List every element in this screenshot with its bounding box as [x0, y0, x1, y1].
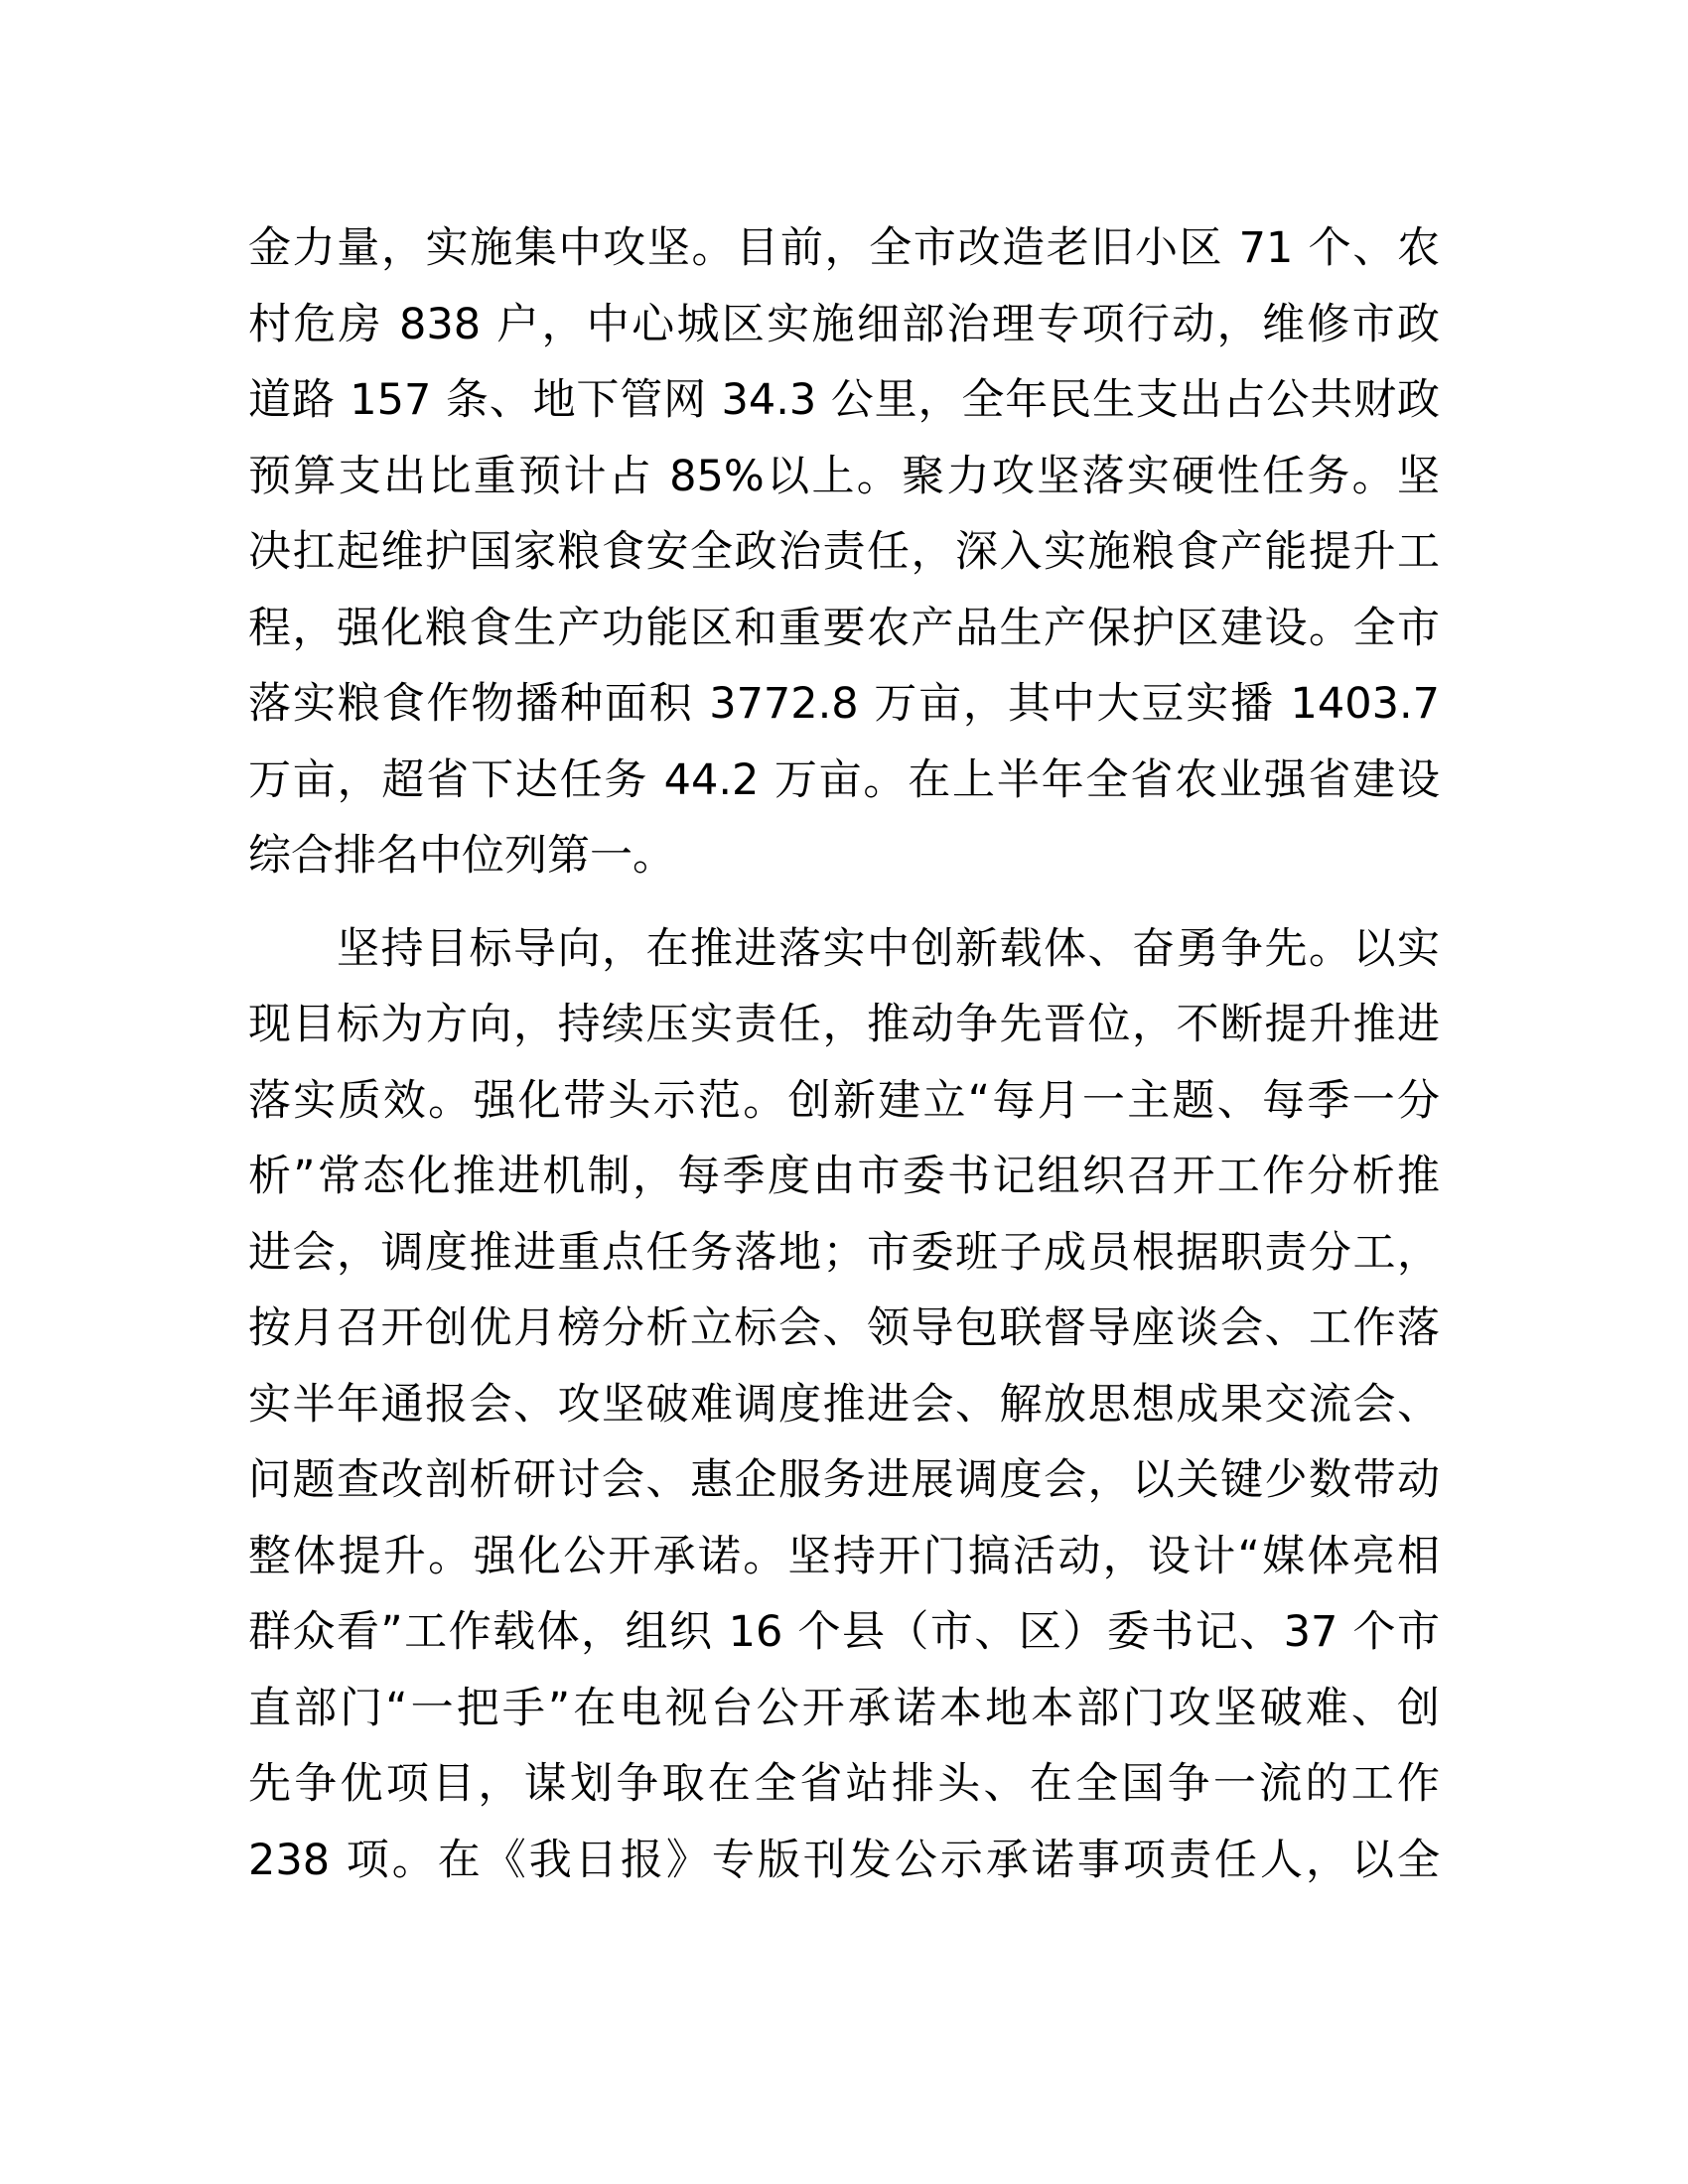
text-line: 程，强化粮食生产功能区和重要农产品生产保护区建设。全市: [248, 603, 1440, 653]
paragraph-spacing: [248, 894, 1440, 911]
text-line: 坚持目标导向，在推进落实中创新载体、奋勇争先。以实: [248, 923, 1440, 974]
paragraph-1: [248, 210, 1440, 894]
text-line: 综合排名中位列第一。: [248, 831, 675, 881]
paragraph-2: [248, 911, 1440, 1899]
text-line: 进会，调度推进重点任务落地；市委班子成员根据职责分工，: [248, 1227, 1440, 1278]
text-line: 落实质效。强化带头示范。创新建立“每月一主题、每季一分: [248, 1075, 1440, 1126]
text-line: 金力量，实施集中攻坚。目前，全市改造老旧小区 71 个、农: [248, 223, 1440, 273]
text-line: 按月召开创优月榜分析立标会、领导包联督导座谈会、工作落: [248, 1303, 1440, 1353]
text-line: 实半年通报会、攻坚破难调度推进会、解放思想成果交流会、: [248, 1379, 1440, 1430]
text-line: 问题查改剖析研讨会、惠企服务进展调度会，以关键少数带动: [248, 1455, 1440, 1505]
text-line: 直部门“一把手”在电视台公开承诺本地本部门攻坚破难、创: [248, 1683, 1440, 1733]
text-line: 238 项。在《我日报》专版刊发公示承诺事项责任人，以全: [248, 1835, 1440, 1885]
text-line: 预算支出比重预计占 85%以上。聚力攻坚落实硬性任务。坚: [248, 451, 1440, 501]
text-line: 先争优项目，谋划争取在全省站排头、在全国争一流的工作: [248, 1759, 1440, 1809]
text-line: 道路 157 条、地下管网 34.3 公里，全年民生支出占公共财政: [248, 375, 1440, 425]
text-line: 整体提升。强化公开承诺。坚持开门搞活动，设计“媒体亮相: [248, 1531, 1440, 1581]
text-line: 村危房 838 户，中心城区实施细部治理专项行动，维修市政: [248, 299, 1440, 349]
text-line: 现目标为方向，持续压实责任，推动争先晋位，不断提升推进: [248, 1000, 1440, 1049]
body-text: [248, 210, 1440, 1898]
text-line: 万亩，超省下达任务 44.2 万亩。在上半年全省农业强省建设: [248, 754, 1440, 805]
text-line: 析”常态化推进机制，每季度由市委书记组织召开工作分析推: [248, 1152, 1440, 1201]
text-line: 群众看”工作载体，组织 16 个县（市、区）委书记、37 个市: [248, 1607, 1440, 1657]
text-line: 决扛起维护国家粮食安全政治责任，深入实施粮食产能提升工: [248, 527, 1440, 577]
text-line: 落实粮食作物播种面积 3772.8 万亩，其中大豆实播 1403.7: [248, 679, 1440, 729]
